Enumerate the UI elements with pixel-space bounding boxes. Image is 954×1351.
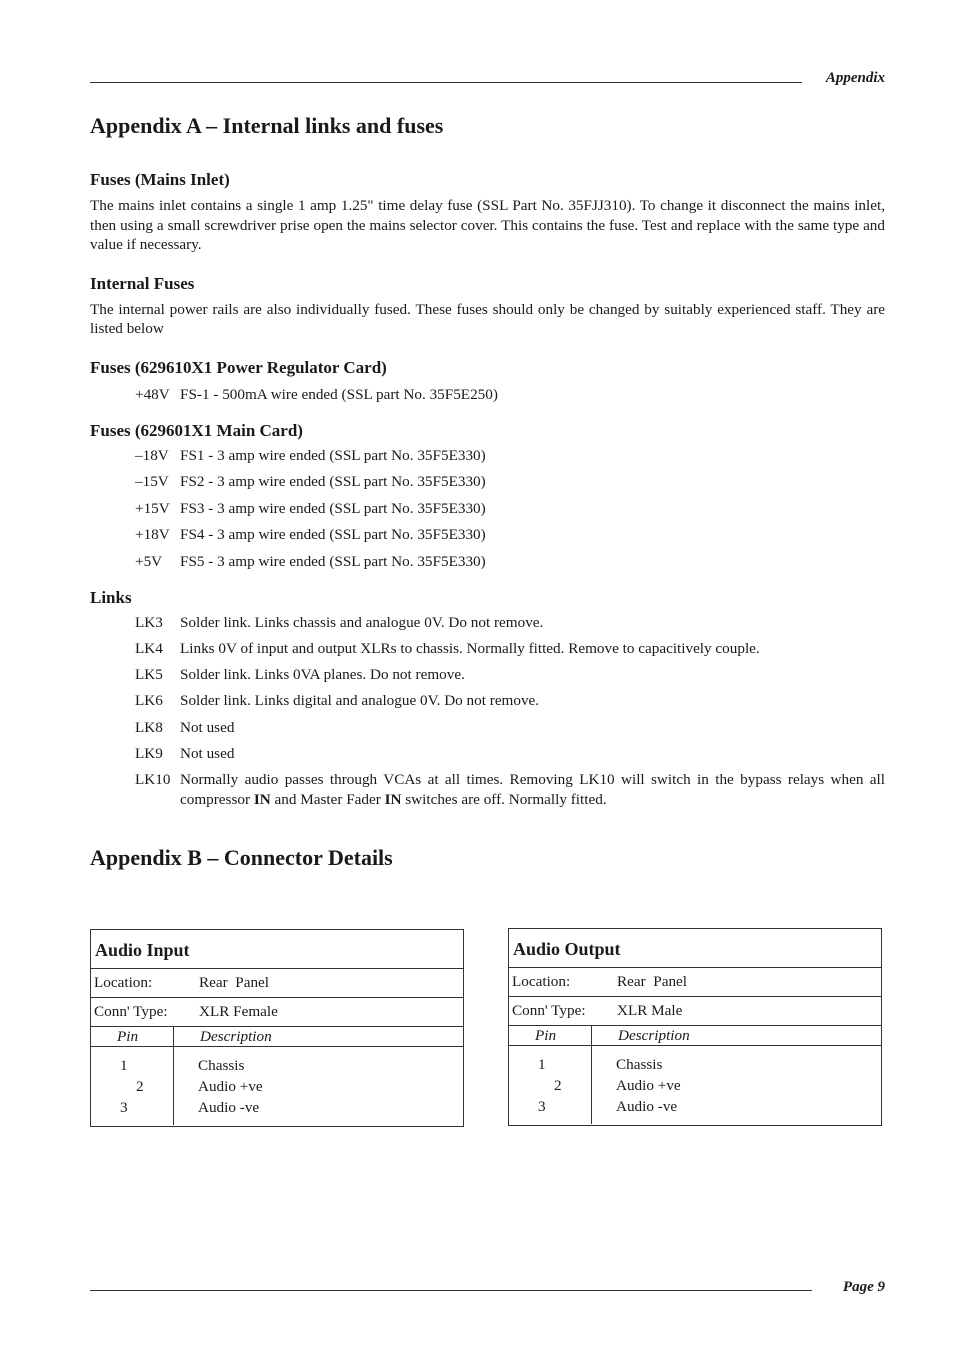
list-item bbox=[135, 385, 885, 405]
regulator-heading: Fuses (629610X1 Power Regulator Card) bbox=[90, 357, 387, 377]
link-desc: Not used bbox=[180, 744, 235, 762]
fuse-desc: FS1 - 3 amp wire ended (SSL part No. 35F5E330) bbox=[180, 446, 486, 464]
appendix-a-title: Appendix A – Internal links and fuses bbox=[90, 113, 444, 138]
audio-input-table bbox=[90, 929, 464, 1127]
pin-description: Audio -ve bbox=[198, 1099, 260, 1116]
header-rule bbox=[90, 82, 802, 83]
main-card-heading: Fuses (629601X1 Main Card) bbox=[90, 420, 303, 440]
link-desc: Links 0V of input and output XLRs to chassis. Normally fitted. Remove to capacitively couple. bbox=[180, 639, 760, 657]
link-desc: Not used bbox=[180, 718, 235, 736]
fuse-desc: FS4 - 3 amp wire ended (SSL part No. 35F5E330) bbox=[180, 526, 486, 543]
rail-label: +15V bbox=[135, 499, 170, 517]
rail-label: –15V bbox=[135, 473, 169, 490]
in-switch-label: IN bbox=[253, 791, 271, 809]
description-column bbox=[592, 1046, 681, 1124]
conn-type-row bbox=[509, 997, 881, 1026]
location-value: Rear Panel bbox=[199, 974, 270, 991]
link-id: LK8 bbox=[135, 718, 163, 736]
pin-value: 1 bbox=[538, 1056, 546, 1073]
location-row bbox=[509, 968, 881, 997]
list-item bbox=[135, 718, 885, 738]
list-item bbox=[135, 665, 885, 685]
description-header: Description bbox=[200, 1028, 272, 1045]
list-item bbox=[135, 499, 885, 519]
conn-type-row bbox=[91, 998, 463, 1027]
link-id: LK4 bbox=[135, 639, 163, 657]
rail-label: +5V bbox=[135, 552, 163, 570]
description-header: Description bbox=[618, 1027, 690, 1044]
description-column bbox=[174, 1047, 263, 1125]
fuse-desc: FS2 - 3 amp wire ended (SSL part No. 35F5E330) bbox=[180, 473, 486, 490]
pin-header: Pin bbox=[91, 1027, 174, 1046]
regulator-list bbox=[90, 385, 885, 405]
pin-header: Pin bbox=[509, 1026, 592, 1045]
location-value: Rear Panel bbox=[617, 973, 688, 990]
internal-text: The internal power rails are also individually fused. These fuses should only be changed by suitably experienced staff. They are listed below bbox=[90, 300, 885, 337]
conn-type-label: Conn' Type: bbox=[512, 1002, 586, 1019]
list-item bbox=[135, 613, 885, 633]
pin-column bbox=[91, 1047, 174, 1125]
list-item bbox=[135, 744, 885, 764]
pin-body bbox=[91, 1047, 463, 1125]
pin-value: 1 bbox=[120, 1057, 128, 1074]
link-desc: Solder link. Links digital and analogue 0V. Do not remove. bbox=[180, 692, 540, 710]
links-heading: Links bbox=[90, 587, 132, 607]
page-number: Page 9 bbox=[842, 1279, 885, 1295]
link-id: LK10 bbox=[135, 771, 171, 789]
pin-column bbox=[509, 1046, 592, 1124]
list-item bbox=[135, 639, 885, 659]
pin-header-row bbox=[91, 1027, 463, 1047]
link-id: LK3 bbox=[135, 613, 163, 631]
audio-output-title: Audio Output bbox=[509, 929, 881, 968]
list-item bbox=[135, 525, 885, 545]
pin-description: Audio +ve bbox=[616, 1077, 681, 1094]
list-item bbox=[135, 691, 885, 711]
links-list bbox=[90, 613, 885, 811]
conn-type-value: XLR Female bbox=[199, 1003, 278, 1020]
pin-header-row bbox=[509, 1026, 881, 1046]
link-desc: Solder link. Links 0VA planes. Do not remove. bbox=[180, 666, 465, 684]
pin-value: 2 bbox=[554, 1077, 562, 1094]
audio-input-title: Audio Input bbox=[91, 930, 463, 969]
conn-type-label: Conn' Type: bbox=[94, 1003, 168, 1020]
list-item-lk10 bbox=[135, 770, 885, 810]
pin-description: Audio +ve bbox=[198, 1078, 263, 1095]
pin-description: Chassis bbox=[616, 1056, 663, 1073]
internal-heading: Internal Fuses bbox=[90, 273, 195, 293]
pin-value: 3 bbox=[120, 1099, 128, 1116]
link-id: LK6 bbox=[135, 692, 163, 710]
fuse-desc: FS5 - 3 amp wire ended (SSL part No. 35F5E330) bbox=[180, 552, 486, 570]
location-row bbox=[91, 969, 463, 998]
link-id: LK5 bbox=[135, 666, 163, 684]
main-card-list bbox=[90, 446, 885, 572]
pin-description: Audio -ve bbox=[616, 1098, 678, 1115]
fuse-desc: FS3 - 3 amp wire ended (SSL part No. 35F5E330) bbox=[180, 499, 486, 517]
header-label: Appendix bbox=[825, 70, 885, 86]
pin-description: Chassis bbox=[198, 1057, 245, 1074]
list-item bbox=[135, 472, 885, 492]
rail-label: +48V bbox=[135, 385, 170, 403]
link-id: LK9 bbox=[135, 744, 163, 762]
fuse-desc: FS-1 - 500mA wire ended (SSL part No. 35F5E250) bbox=[180, 385, 498, 403]
pin-body bbox=[509, 1046, 881, 1124]
appendix-b-title: Appendix B – Connector Details bbox=[90, 845, 393, 871]
link-desc: Solder link. Links chassis and analogue 0V. Do not remove. bbox=[180, 613, 544, 631]
pin-value: 3 bbox=[538, 1098, 546, 1115]
rail-label: –18V bbox=[135, 446, 169, 464]
footer-rule bbox=[90, 1290, 812, 1291]
audio-output-table bbox=[508, 928, 882, 1126]
mains-heading: Fuses (Mains Inlet) bbox=[90, 170, 230, 189]
location-label: Location: bbox=[94, 974, 153, 991]
pin-value: 2 bbox=[136, 1078, 144, 1095]
rail-label: +18V bbox=[135, 526, 170, 543]
list-item bbox=[135, 446, 885, 466]
location-label: Location: bbox=[512, 973, 571, 990]
link-desc: Normally audio passes through VCAs at all times. Removing LK10 will switch in the bypass relays when all compressor IN and Master Fader IN switches are off. Normally fitted. bbox=[180, 771, 885, 809]
list-item bbox=[135, 552, 885, 572]
in-switch-label: IN bbox=[384, 791, 402, 809]
appendix-a bbox=[90, 112, 885, 872]
conn-type-value: XLR Male bbox=[617, 1002, 683, 1019]
mains-text: The mains inlet contains a single 1 amp 1.25" time delay fuse (SSL Part No. 35FJJ310). To change it disconnect the mains inlet, then using a small screwdriver prise open the mains selector cover. This contains the fuse. Test and replace with the same type and value if necessary. bbox=[90, 197, 885, 253]
